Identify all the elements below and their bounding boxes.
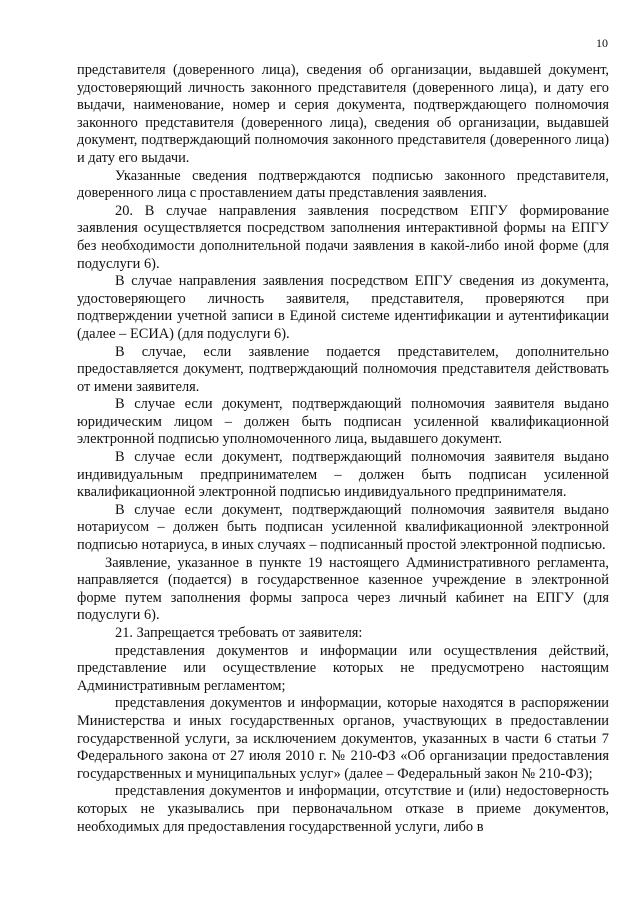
paragraph-entrepreneur-signature: В случае если документ, подтверждающий полномочия заявителя выдано индивидуальным предпринимателем – должен быть подписан усиленной квалификационной электронной подписью индивидуального предпринимателя. xyxy=(77,449,609,501)
paragraph-representative-document: В случае, если заявление подается представителем, дополнительно предоставляется документ, подтверждающий полномочия представителя действовать от имени заявителя. xyxy=(77,343,609,395)
page-number: 10 xyxy=(596,36,608,50)
paragraph-item-21: 21. Запрещается требовать от заявителя: xyxy=(115,625,363,641)
paragraph-representative-info: представителя (доверенного лица), сведения об организации, выдавшей документ, удостоверяющий личность законного представителя (доверенного лица), и дату его выдачи, наименование, номер и серия документа, подтверждающего полномочия законного представителя (доверенного лица), сведения об организации, выдавшей документ, подтверждающий полномочия законного представителя (доверенного лица) и дату его выдачи. xyxy=(77,62,609,166)
paragraph-notary-signature: В случае если документ, подтверждающий полномочия заявителя выдано нотариусом – должен быть подписан усиленной квалификационной электронной подписью нотариуса, в иных случаях – подписанный простой электронной подписью. xyxy=(77,501,609,554)
paragraph-legal-entity-signature: В случае если документ, подтверждающий полномочия заявителя выдано юридическим лицом – должен быть подписан усиленной квалификационной электронной подписью уполномоченного лица, выдавшего документ. xyxy=(77,396,609,448)
paragraph-prohibition-refusal: представления документов и информации, отсутствие и (или) недостоверность которых не указывались при первоначальном отказе в приеме документов, необходимых для предоставления государственной услуги, либо в xyxy=(77,783,609,835)
paragraph-item-20: 20. В случае направления заявления посредством ЕПГУ формирование заявления осуществляется посредством заполнения интерактивной формы на ЕПГУ без необходимости дополнительной подачи заявления в какой-либо иной форме (для подуслуги 6). xyxy=(77,202,609,272)
document-body xyxy=(77,62,609,836)
paragraph-esia-verification: В случае направления заявления посредством ЕПГУ сведения из документа, удостоверяющего личность заявителя, представителя, проверяются при подтверждении учетной записи в Единой системе идентификации и аутентификации (далее – ЕСИА) (для подуслуги 6). xyxy=(77,273,609,342)
paragraph-prohibition-actions: представления документов и информации или осуществления действий, представление или осуществление которых не предусмотрено настоящим Административным регламентом; xyxy=(77,642,609,694)
paragraph-application-submission: Заявление, указанное в пункте 19 настоящего Административного регламента, направляется (подается) в государственное казенное учреждение в электронной форме путем заполнения формы запроса через личный кабинет на ЕПГУ (для подуслуги 6). xyxy=(77,554,609,624)
paragraph-prohibition-documents: представления документов и информации, которые находятся в распоряжении Министерства и иных государственных органов, участвующих в предоставлении государственной услуги, за исключением документов, указанных в части 6 статьи 7 Федерального закона от 27 июля 2010 г. № 210-ФЗ «Об организации предоставления государственных и муниципальных услуг» (далее – Федеральный закон № 210-ФЗ); xyxy=(77,695,609,782)
paragraph-signature-confirmation: Указанные сведения подтверждаются подписью законного представителя, доверенного лица с проставлением даты представления заявления. xyxy=(77,167,609,202)
